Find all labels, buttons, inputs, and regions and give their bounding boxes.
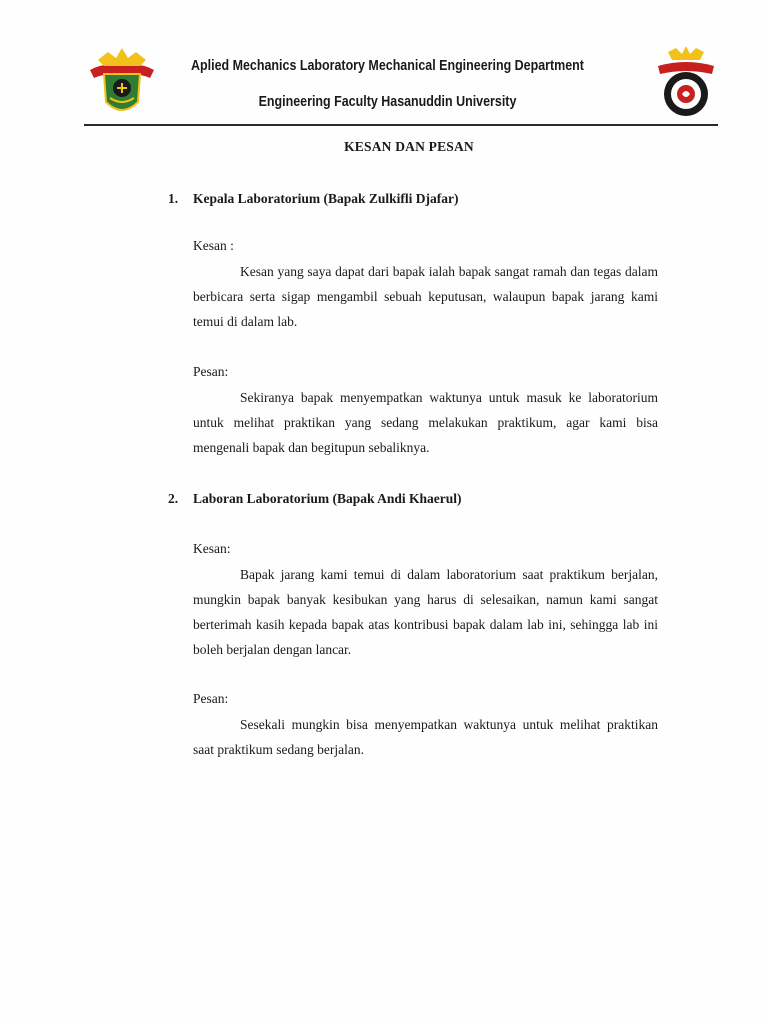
section-1-pesan-text: Sekiranya bapak menyempatkan waktunya untuk masuk ke laboratorium untuk melihat praktikan yang sedang melakukan praktikum, agar kami bisa mengenali bapak dan begitupun sebaliknya. (193, 390, 658, 455)
document-title: KESAN DAN PESAN (344, 139, 474, 154)
header-faculty: Engineering Faculty Hasanuddin University (258, 94, 517, 110)
university-logo (86, 44, 158, 122)
section-1-kesan-label: Kesan : (193, 238, 234, 253)
section-2-kesan-text: Bapak jarang kami temui di dalam laboratorium saat praktikum berjalan, mungkin bapak banyak kesibukan yang harus di selesaikan, namun kami sangat berterimah kasih kepada bapak atas kontribusi bapak dalam lab ini, sehingga lab ini boleh berjalan dengan lancar. (193, 567, 658, 657)
section-1-pesan-label: Pesan: (193, 364, 229, 379)
section-2-number: 2. (168, 491, 179, 506)
section-2-heading (168, 491, 462, 507)
section-1-heading (168, 191, 459, 207)
section-2-pesan-text: Sesekali mungkin bisa menyempatkan waktunya untuk melihat praktikan saat praktikum sedang berjalan. (193, 717, 658, 757)
header-department: Aplied Mechanics Laboratory Mechanical Engineering Department (191, 58, 584, 74)
header-divider (84, 124, 718, 126)
section-2-kesan-label: Kesan: (193, 541, 231, 556)
section-1-title: Kepala Laboratorium (Bapak Zulkifli Djafar) (193, 191, 459, 206)
section-1-kesan-text: Kesan yang saya dapat dari bapak ialah bapak sangat ramah dan tegas dalam berbicara serta sigap mengambil sebuah keputusan, walaupun bapak jarang kami temui di dalam lab. (193, 264, 658, 329)
section-1-number: 1. (168, 191, 179, 206)
section-2-pesan-label: Pesan: (193, 691, 229, 706)
section-2-title: Laboran Laboratorium (Bapak Andi Khaerul) (193, 491, 462, 506)
